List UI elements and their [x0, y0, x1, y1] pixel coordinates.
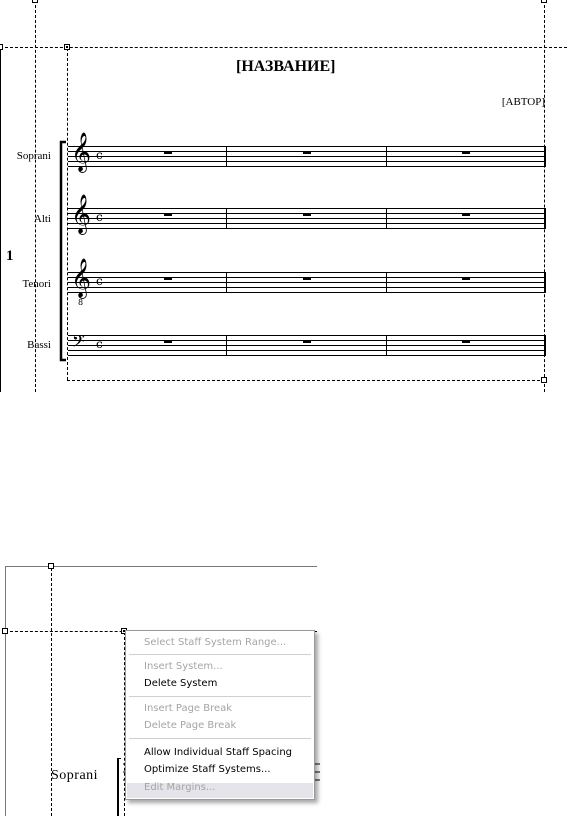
part-label-tenori[interactable]: Tenori [22, 278, 51, 290]
staff-line [68, 345, 546, 346]
menu-item-allow-individual-staff-spacing[interactable]: Allow Individual Staff Spacing [144, 747, 293, 758]
zoom-margin-handle-left[interactable] [2, 628, 8, 634]
barline[interactable] [544, 146, 546, 167]
barline[interactable] [386, 208, 387, 229]
staff-line [68, 355, 546, 356]
staff-line [68, 156, 546, 157]
score-composer[interactable]: [АВТОР] [501, 96, 545, 108]
margin-handle-top-left[interactable] [32, 0, 38, 3]
score-title[interactable]: [НАЗВАНИЕ] [236, 58, 336, 75]
treble-clef-icon: 𝄞 [71, 194, 92, 234]
right-margin-guide[interactable] [544, 0, 545, 392]
barline[interactable] [386, 335, 387, 356]
staff-line [68, 208, 546, 209]
barline[interactable] [226, 335, 227, 356]
octave-marker: 8 [78, 298, 84, 307]
staff-line [68, 350, 546, 351]
staff-line [68, 228, 546, 229]
barline[interactable] [226, 208, 227, 229]
part-label-bassi[interactable]: Bassi [27, 339, 51, 351]
staff-line [68, 335, 546, 336]
time-signature: c [96, 148, 103, 162]
barline[interactable] [226, 272, 227, 293]
time-signature: c [96, 337, 103, 351]
margin-handle-top-right[interactable] [541, 0, 547, 3]
menu-item-optimize-staff-systems[interactable]: Optimize Staff Systems... [144, 764, 271, 775]
staff-line [68, 292, 546, 293]
bass-clef-icon: 𝄢 [72, 331, 85, 355]
time-signature: c [96, 210, 103, 224]
zoomed-score-view[interactable] [0, 560, 567, 816]
menu-separator [129, 696, 311, 697]
staff-line [68, 218, 546, 219]
menu-item-delete-system[interactable]: Delete System [144, 678, 218, 689]
staff-line [68, 287, 546, 288]
barline[interactable] [544, 272, 546, 293]
whole-rest[interactable] [303, 151, 311, 154]
staff-line [68, 161, 546, 162]
menu-separator [129, 738, 311, 739]
staff-line [68, 166, 546, 167]
menu-item-edit-margins[interactable]: Edit Margins... [144, 782, 216, 793]
margin-handle-left[interactable] [0, 44, 3, 50]
context-menu[interactable] [125, 630, 315, 800]
zoom-part-label[interactable]: Soprani [51, 768, 99, 783]
whole-rest[interactable] [303, 277, 311, 280]
whole-rest[interactable] [303, 340, 311, 343]
treble-clef-icon: 𝄞 [71, 258, 92, 298]
time-signature: c [96, 274, 103, 288]
treble-clef-icon: 𝄞 [71, 132, 92, 172]
whole-rest[interactable] [462, 340, 470, 343]
margin-handle-bottom-right[interactable] [541, 377, 547, 383]
whole-rest[interactable] [164, 277, 172, 280]
part-label-alti[interactable]: Alti [33, 213, 51, 225]
barline[interactable] [544, 208, 546, 229]
whole-rest[interactable] [164, 340, 172, 343]
system-bracket [58, 140, 70, 362]
bottom-system-margin-guide[interactable] [67, 380, 545, 381]
whole-rest[interactable] [462, 277, 470, 280]
menu-item-insert-page-break[interactable]: Insert Page Break [144, 703, 233, 714]
whole-rest[interactable] [164, 151, 172, 154]
barline[interactable] [386, 272, 387, 293]
zoom-margin-handle-top[interactable] [48, 563, 54, 569]
top-margin-guide[interactable] [0, 47, 567, 48]
left-page-margin-guide[interactable] [35, 0, 36, 392]
staff-line [68, 272, 546, 273]
part-label-soprani[interactable]: Soprani [16, 150, 51, 162]
staff-line [68, 282, 546, 283]
system-handle[interactable] [64, 44, 70, 50]
barline[interactable] [226, 146, 227, 167]
whole-rest[interactable] [164, 213, 172, 216]
whole-rest[interactable] [303, 213, 311, 216]
barline[interactable] [386, 146, 387, 167]
menu-separator [129, 654, 311, 655]
barline[interactable] [544, 335, 546, 356]
zoom-page-left-edge [5, 566, 6, 816]
whole-rest[interactable] [462, 213, 470, 216]
menu-item-insert-system[interactable]: Insert System... [144, 661, 223, 672]
menu-item-select-staff-system-range[interactable]: Select Staff System Range... [144, 637, 287, 648]
menu-item-delete-page-break[interactable]: Delete Page Break [144, 720, 237, 731]
system-number: 1 [6, 248, 14, 264]
staff-line [68, 223, 546, 224]
staff-line [68, 146, 546, 147]
page-edge-guide [0, 47, 1, 392]
score-page[interactable] [0, 0, 567, 392]
whole-rest[interactable] [462, 151, 470, 154]
